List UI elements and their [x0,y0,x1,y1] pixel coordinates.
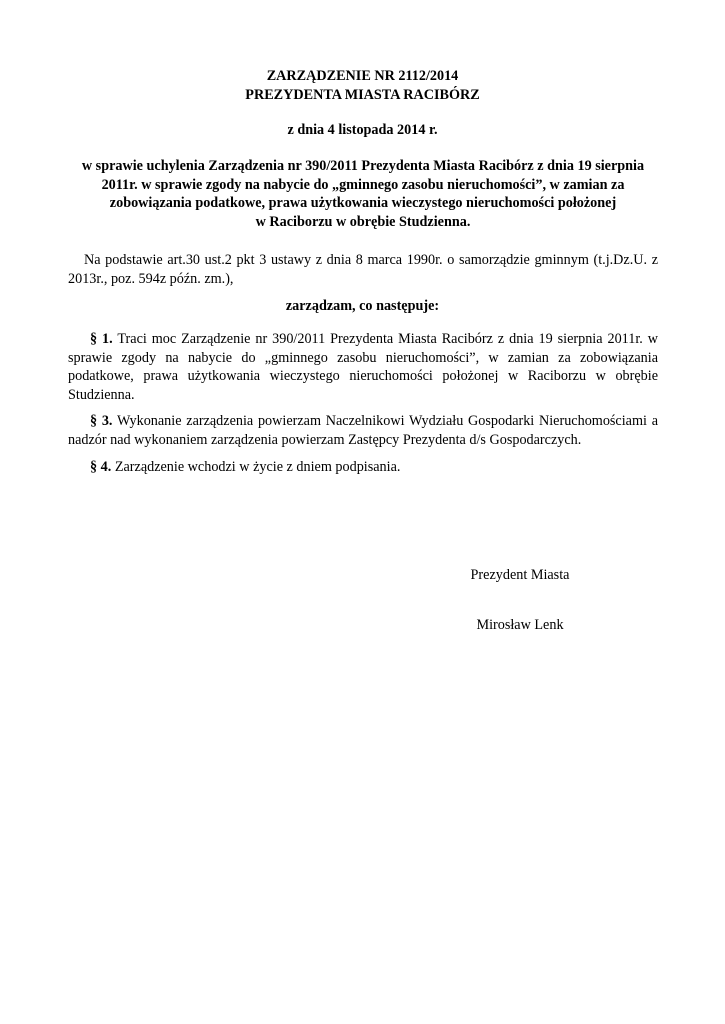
paragraph-3-text: Wykonanie zarządzenia powierzam Naczelnikowi Wydziału Gospodarki Nieruchomościami a nadzór nad wykonaniem zarządzenia powierzam Zastępcy Prezydenta d/s Gospodarczych. [68,413,658,448]
document-date: z dnia 4 listopada 2014 r. [287,122,438,138]
paragraph-4-mark: § 4. [90,459,112,475]
signature-name: Mirosław Lenk [476,617,564,633]
subject-line-2: 2011r. w sprawie zgody na nabycie do „gminnego zasobu nieruchomości”, w zamian za [101,176,625,193]
subject-line-3: zobowiązania podatkowe, prawa użytkowania wieczystego nieruchomości położonej [109,195,617,211]
paragraph-4-text: Zarządzenie wchodzi w życie z dniem podpisania. [111,459,401,475]
signature-role: Prezydent Miasta [470,567,570,583]
subject-line-4: w Raciborzu w obrębie Studzienna. [255,213,471,230]
paragraph-3 [68,412,658,449]
legal-basis: Na podstawie art.30 ust.2 pkt 3 ustawy z dnia 8 marca 1990r. o samorządzie gminnym (t.j.Dz.U. z 2013r., poz. 594z późn. zm.), [68,252,658,287]
paragraph-1-mark: § 1. [90,331,113,347]
title-line-2: PREZYDENTA MIASTA RACIBÓRZ [245,86,480,103]
document-title [0,67,725,104]
paragraph-1 [68,330,658,404]
title-line-1: ZARZĄDZENIE NR 2112/2014 [266,68,459,84]
decree-phrase: zarządzam, co następuje: [285,298,440,314]
paragraph-1-text: Traci moc Zarządzenie nr 390/2011 Prezydenta Miasta Racibórz z dnia 19 sierpnia 2011r. w sprawie zgody na nabycie do „gminnego zasobu nieruchomości”, w zamian za zobowiązania podatkowe, prawa użytkowania wieczystego nieruchomości położonej w Raciborzu w obrębie Studzienna. [68,331,658,403]
paragraph-4 [68,458,658,477]
paragraph-3-mark: § 3. [90,413,113,429]
subject-line-1: w sprawie uchylenia Zarządzenia nr 390/2011 Prezydenta Miasta Racibórz z dnia 19 sierpnia [81,158,645,174]
document-subject [68,157,658,231]
